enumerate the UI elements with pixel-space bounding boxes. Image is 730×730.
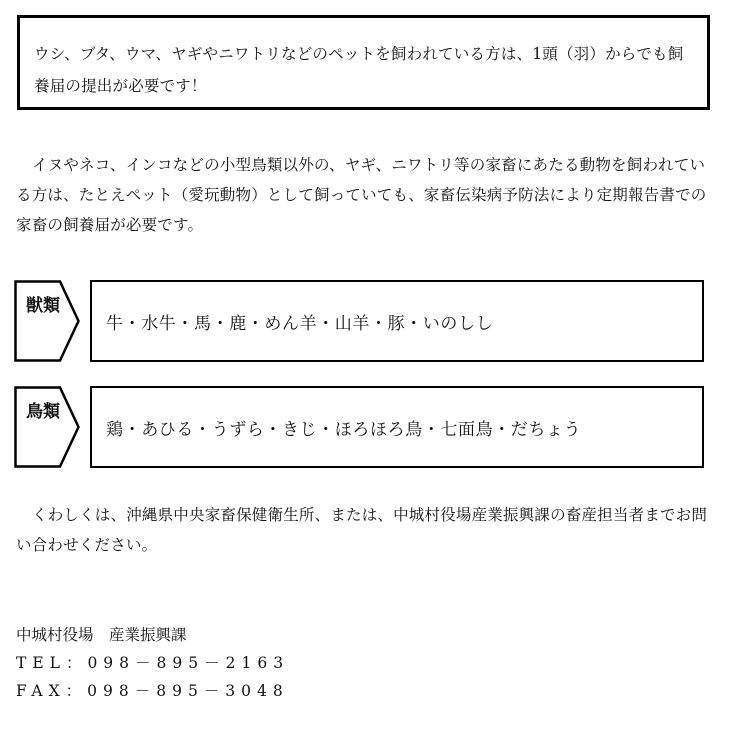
- category-tag-birds: [14, 386, 80, 468]
- inquiry-paragraph: [16, 500, 716, 560]
- contact-office: 中城村役場 産業振興課: [16, 626, 187, 644]
- contact-fax: FAX：098－895－3048: [16, 682, 289, 700]
- notice-box: [17, 15, 710, 110]
- category-items-text: 牛・水牛・馬・鹿・めん羊・山羊・豚・いのしし: [106, 313, 494, 334]
- category-tag-label: 鳥類: [26, 402, 60, 422]
- category-items-box: [90, 386, 704, 468]
- category-tag-label: 獣類: [26, 296, 60, 316]
- category-row-mammals: [14, 280, 708, 362]
- intro-paragraph: [16, 150, 716, 240]
- intro-paragraph-text: イヌやネコ、インコなどの小型鳥類以外の、ヤギ、ニワトリ等の家畜にあたる動物を飼われている方は、たとえペット（愛玩動物）として飼っていても、家畜伝染病予防法により定期報告書での家畜の飼養届が必要です。: [16, 156, 707, 234]
- notice-text: ウシ、ブタ、ウマ、ヤギやニワトリなどのペットを飼われている方は、1頭（羽）からでも飼養届の提出が必要です！: [34, 45, 684, 95]
- contact-tel: TEL：098－895－2163: [16, 654, 290, 672]
- contact-block: [16, 621, 289, 705]
- category-items-text: 鶏・あひる・うずら・きじ・ほろほろ鳥・七面鳥・だちょう: [106, 419, 582, 440]
- inquiry-paragraph-text: くわしくは、沖縄県中央家畜保健衛生所、または、中城村役場産業振興課の畜産担当者までお問い合わせください。: [16, 506, 708, 554]
- category-row-birds: [14, 386, 708, 468]
- category-tag-mammals: [14, 280, 80, 362]
- category-items-box: [90, 280, 704, 362]
